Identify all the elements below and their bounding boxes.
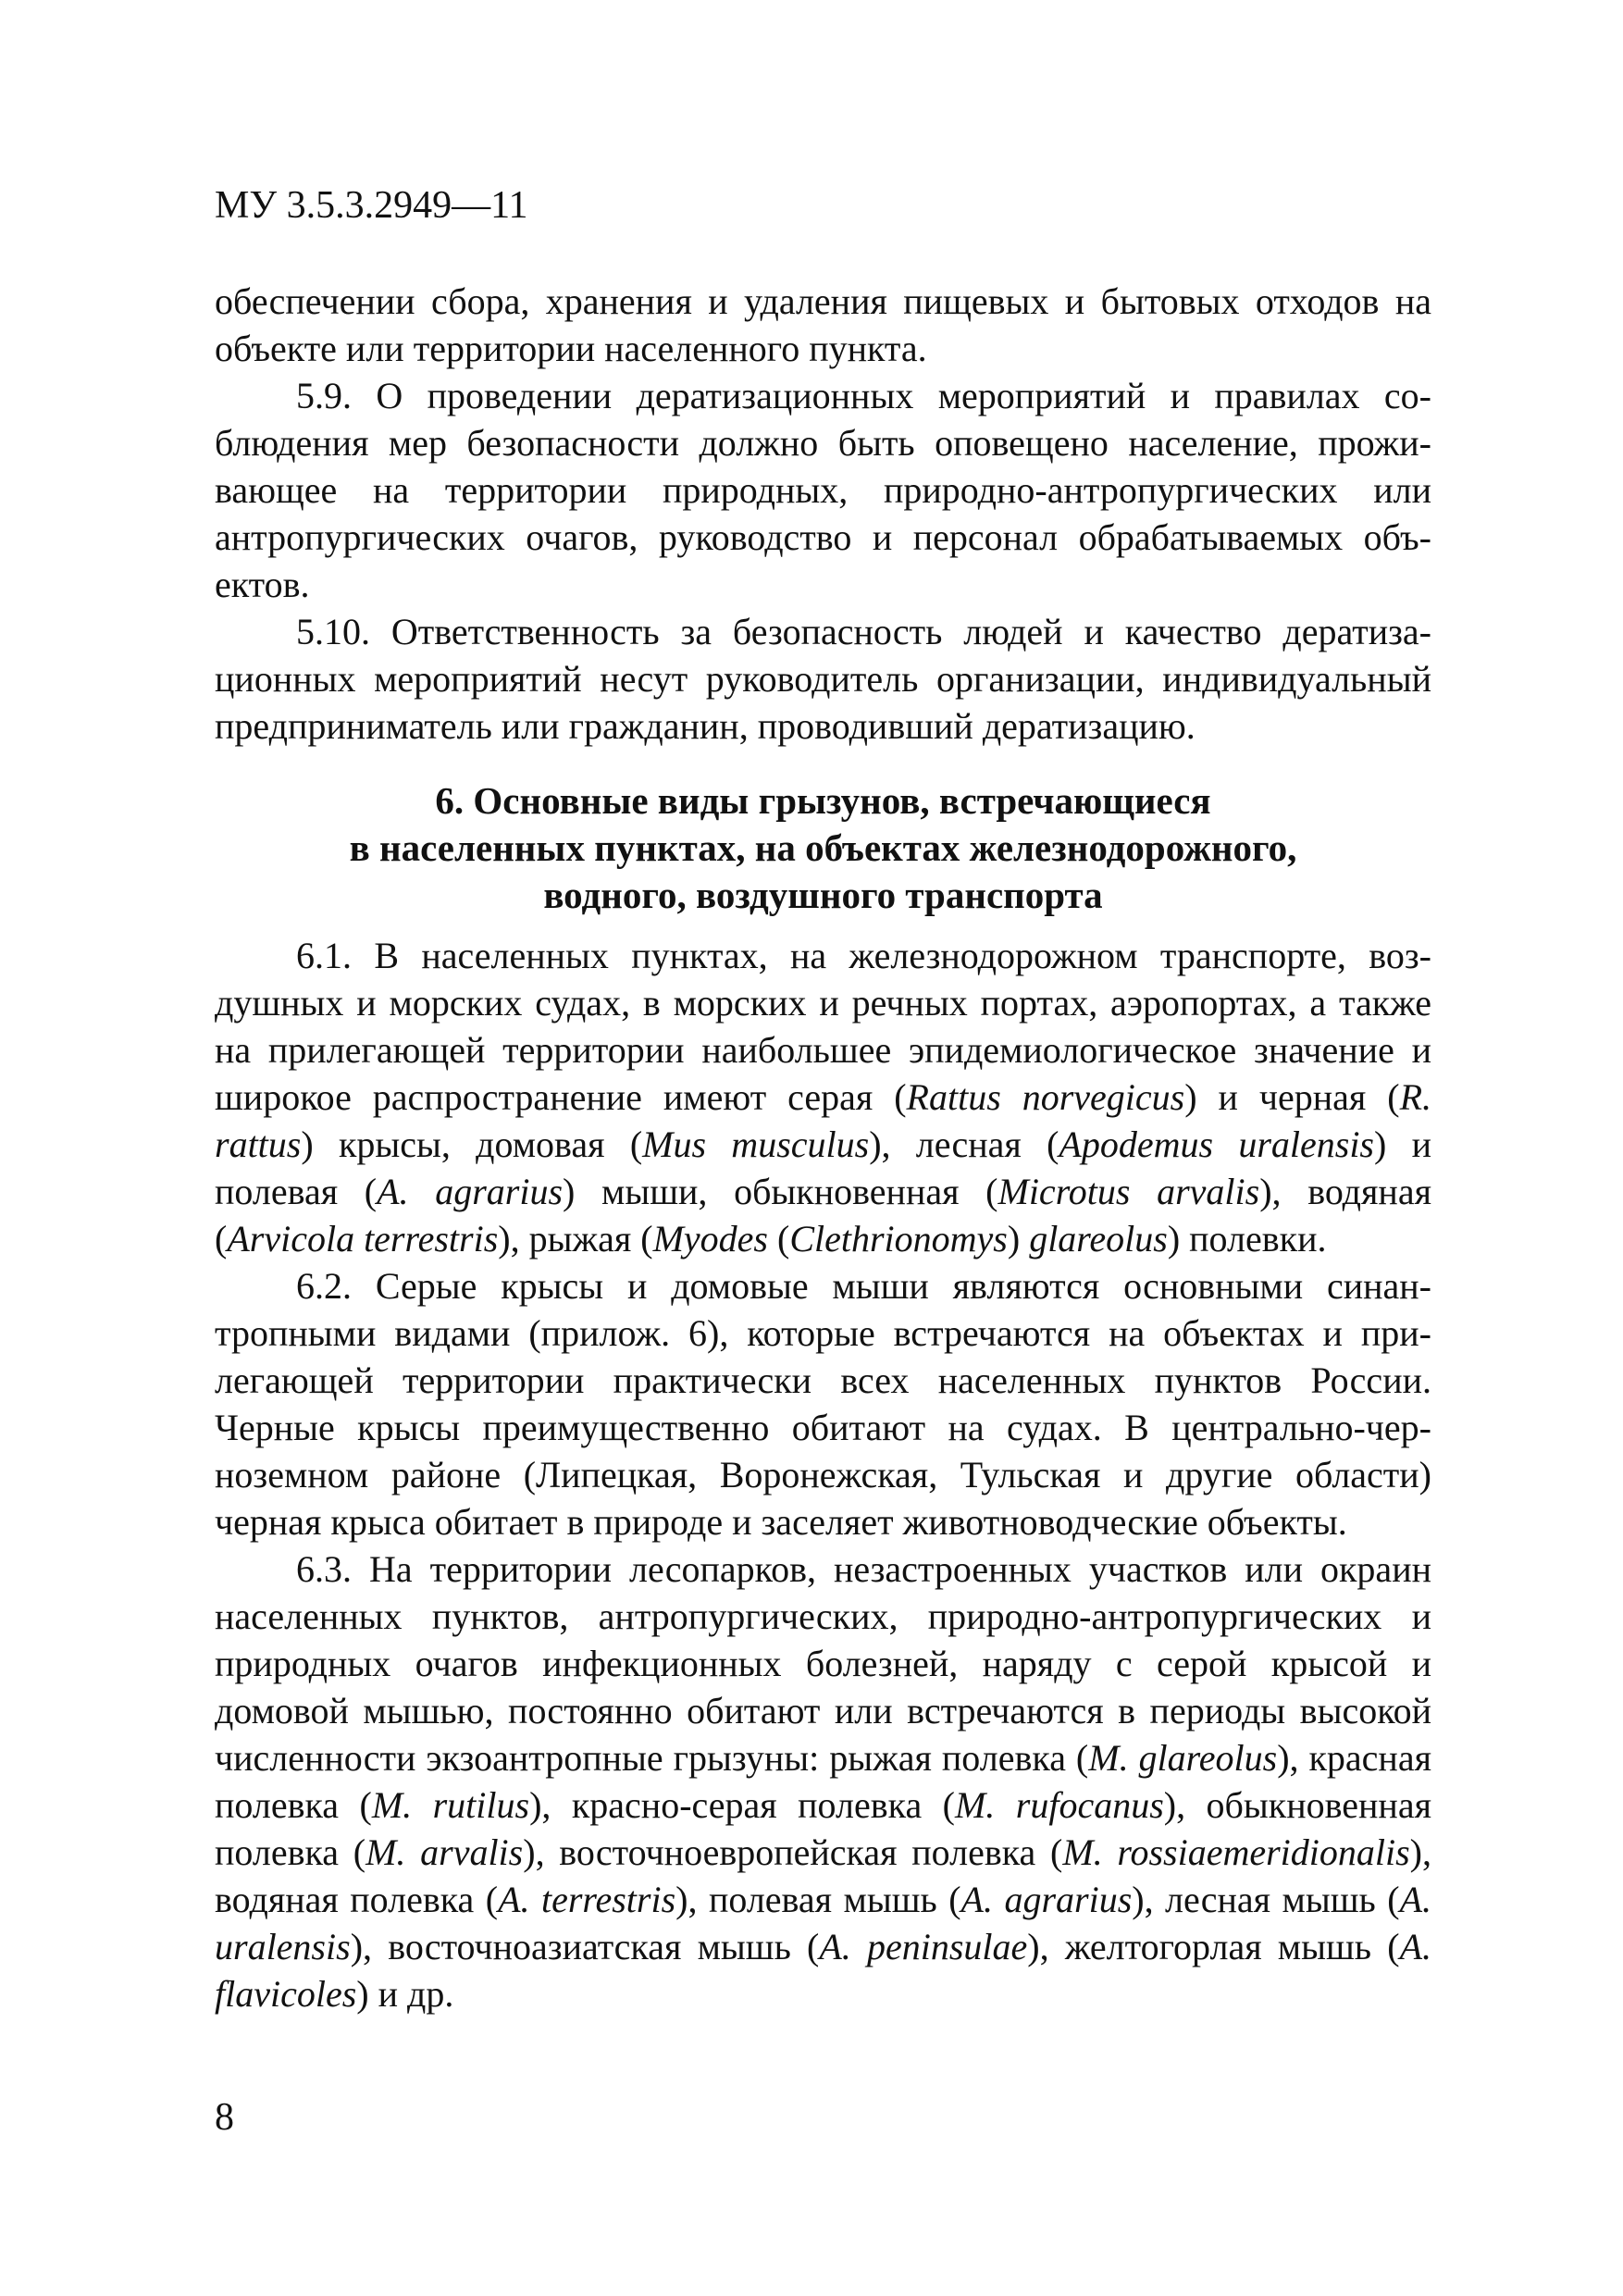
text-run: ), восточноевропейская полевка ( <box>523 1831 1063 1873</box>
latin-species-name: Myodes <box>652 1218 768 1260</box>
text-run: 6.1. В населенных пунктах, на железнодорожном транспорте, воздушных и морских судах, в морских и речных портах, аэропортах, а также на прилегающей территории наибольшее эпидемиологическое значение и широкое распространение имеют серая ( <box>215 935 1431 1118</box>
paragraph-6-2 <box>215 1262 1431 1545</box>
paragraph-5-10 <box>215 608 1431 750</box>
paragraph-6-3 <box>215 1545 1431 2017</box>
latin-species-name: A. agrarius <box>377 1171 564 1212</box>
text-run: 6.2. Серые крысы и домовые мыши являются основными синантропными видами (прилож. 6), которые встречаются на объектах и прилегающей территории практически всех населенных пунктов России. Черные крысы преимущественно обитают на судах. В центрально-черноземном районе (Липецкая, Воронежская, Тульская и другие области) черная крыса обитает в природе и заселяет животноводческие объекты. <box>215 1265 1431 1543</box>
text-run: ), восточноазиатская мышь ( <box>350 1926 820 1967</box>
latin-species-name: Apodemus uralensis <box>1059 1123 1374 1165</box>
latin-species-name: Microtus arvalis <box>997 1171 1260 1212</box>
document-body <box>215 278 1431 2017</box>
text-run: ), красная полевка ( <box>215 1737 1431 1826</box>
section-6-heading-line: водного, воздушного транспорта <box>543 874 1103 916</box>
latin-species-name: A. uralensis <box>215 1879 1431 1967</box>
latin-species-name: Rattus norvegicus <box>906 1076 1185 1118</box>
text-run: ), желтогорлая мышь ( <box>1027 1926 1400 1967</box>
paragraph-6-1 <box>215 932 1431 1262</box>
paragraph-continuation <box>215 278 1431 372</box>
text-run: ), лесная ( <box>869 1123 1059 1165</box>
latin-species-name: A. terrestris <box>498 1879 676 1920</box>
text-run: ) и др. <box>356 1973 454 2015</box>
text-run: ) крысы, домовая ( <box>301 1123 643 1165</box>
latin-species-name: M. glareolus <box>1088 1737 1278 1779</box>
text-run: ), красно-серая полевка ( <box>529 1784 955 1826</box>
latin-species-name: A. agrarius <box>960 1879 1133 1920</box>
text-run: ) мыши, обыкновенная ( <box>563 1171 998 1212</box>
section-6-heading <box>215 777 1431 919</box>
text-run: ), рыжая ( <box>498 1218 653 1260</box>
latin-species-name: A. flavicoles <box>215 1926 1431 2015</box>
text-run: 6.3. На территории лесопарков, незастроенных участков или окраин населенных пунктов, антропургических, природно-антропургических и природных очагов инфекционных болезней, наряду с серой крысой и домовой мышью, постоянно обитают или встречаются в периоды высокой численности экзоантропные грызуны: рыжая полевка ( <box>215 1548 1431 1779</box>
text-run: ) <box>1007 1218 1030 1260</box>
section-6-heading-line: в населенных пунктах, на объектах железнодорожного, <box>349 826 1297 869</box>
latin-species-name: M. arvalis <box>365 1831 524 1873</box>
text-run: ) и черная ( <box>1184 1076 1400 1118</box>
latin-species-name: Mus musculus <box>642 1123 870 1165</box>
text-run: ), водяная полевка ( <box>215 1831 1431 1920</box>
latin-species-name: Arvicola terrestris <box>227 1218 499 1260</box>
text-run: ( <box>767 1218 790 1260</box>
paragraph-5-9 <box>215 372 1431 608</box>
text-run: 5.9. О проведении дератизационных мероприятий и правилах соблюдения мер безопасности должно быть оповещено население, проживающее на территории природных, природно-антропургических или антропургических очагов, руководство и персонал обрабатываемых объектов. <box>215 375 1431 605</box>
page-number: 8 <box>215 2096 234 2139</box>
text-run: обеспечении сбора, хранения и удаления пищевых и бытовых отходов на объекте или территории населенного пункта. <box>215 280 1431 369</box>
latin-species-name: R. rattus <box>215 1076 1431 1165</box>
text-run: ), водяная ( <box>215 1171 1431 1260</box>
text-run: ), лесная мышь ( <box>1132 1879 1400 1920</box>
latin-species-name: Clethrionomys <box>789 1218 1008 1260</box>
latin-species-name: A. peninsulae <box>819 1926 1028 1967</box>
latin-species-name: M. rufocanus <box>954 1784 1164 1826</box>
document-code-header: МУ 3.5.3.2949—11 <box>215 184 528 227</box>
text-run: ), обыкновенная полевка ( <box>215 1784 1431 1873</box>
text-run: ) полевки. <box>1167 1218 1327 1260</box>
text-run: 5.10. Ответственность за безопасность людей и качество дератизационных мероприятий несут руководитель организации, индивидуальный предприниматель или гражданин, проводивший дератизацию. <box>215 611 1431 747</box>
latin-species-name: glareolus <box>1029 1218 1168 1260</box>
text-run: ), полевая мышь ( <box>675 1879 961 1920</box>
text-run: ) и полевая ( <box>215 1123 1431 1212</box>
latin-species-name: M. rutilus <box>371 1784 530 1826</box>
section-6-heading-line: 6. Основные виды грызунов, встречающиеся <box>435 779 1211 822</box>
latin-species-name: M. rossiaemeridionalis <box>1062 1831 1410 1873</box>
